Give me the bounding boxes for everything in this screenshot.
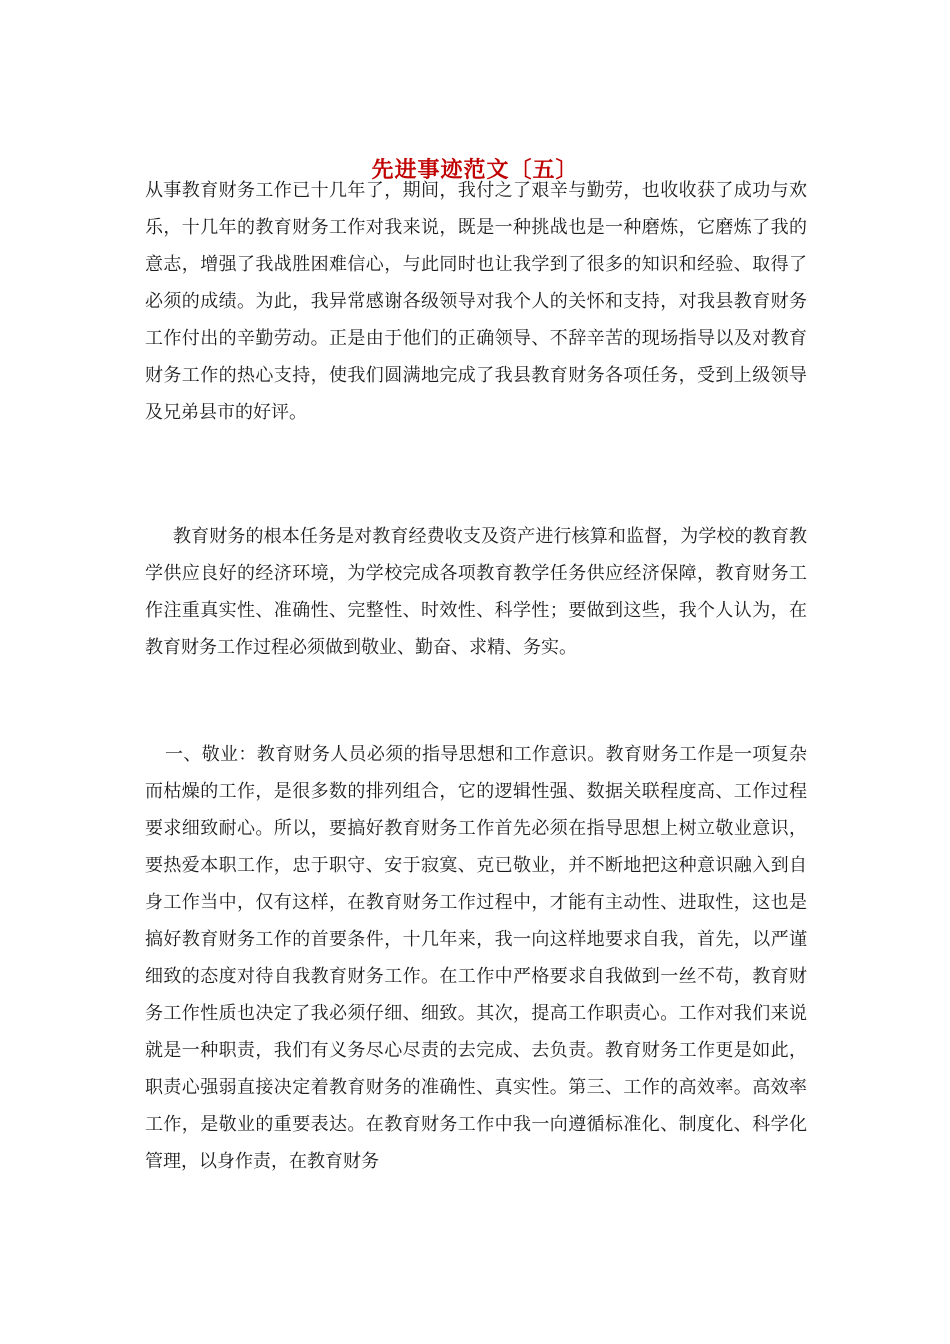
paragraph-dedication: 一、敬业：教育财务人员必须的指导思想和工作意识。教育财务工作是一项复杂而枯燥的工作，是很多数的排列组合，它的逻辑性强、数据关联程度高、工作过程要求细致耐心。所以，要搞好教育财务工作首先必须在指导思想上树立敬业意识，要热爱本职工作，忠于职守、安于寂寞、克已敬业，并不断地把这种意识融入到自身工作当中，仅有这样，在教育财务工作过程中，才能有主动性、进取性，这也是搞好教育财务工作的首要条件，十几年来，我一向这样地要求自我，首先，以严谨细致的态度对待自我教育财务工作。在工作中严格要求自我做到一丝不苟，教育财务工作性质也决定了我必须仔细、细致。其次，提高工作职责心。工作对我们来说就是一种职责，我们有义务尽心尽责的去完成、去负责。教育财务工作更是如此，职责心强弱直接决定着教育财务的准确性、真实性。第三、工作的高效率。高效率工作，是敬业的重要表达。在教育财务工作中我一向遵循标准化、制度化、科学化管理，以身作责，在教育财务 xyxy=(145,744,807,1172)
paragraph-intro: 从事教育财务工作已十几年了，期间，我付之了艰辛与勤劳，也收收获了成功与欢乐，十几年的教育财务工作对我来说，既是一种挑战也是一种磨炼，它磨炼了我的意志，增强了我战胜困难信心，与此同时也让我学到了很多的知识和经验、取得了必须的成绩。为此，我异常感谢各级领导对我个人的关怀和支持，对我县教育财务工作付出的辛勤劳动。正是由于他们的正确领导、不辞辛苦的现场指导以及对教育财务工作的热心支持，使我们圆满地完成了我县教育财务各项任务，受到上级领导及兄弟县市的好评。 xyxy=(145,180,807,423)
paragraph-basic-task: 教育财务的根本任务是对教育经费收支及资产进行核算和监督，为学校的教育教学供应良好的经济环境，为学校完成各项教育教学任务供应经济保障，教育财务工作注重真实性、准确性、完整性、时效性、科学性；要做到这些，我个人认为，在教育财务工作过程必须做到敬业、勤奋、求精、务实。 xyxy=(145,526,807,658)
document-title: 先进事迹范文〔五〕 xyxy=(371,157,579,183)
